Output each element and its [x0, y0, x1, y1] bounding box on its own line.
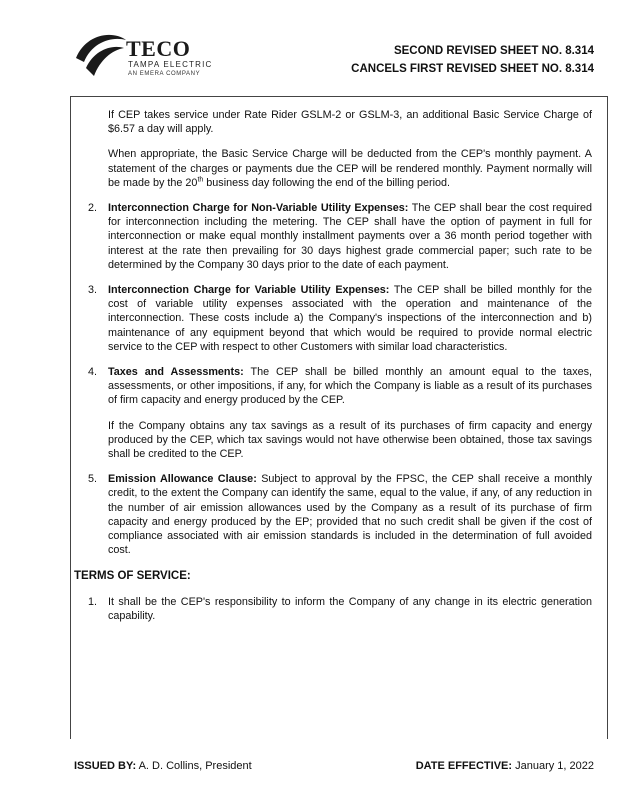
sheet-header [351, 42, 594, 78]
tax-savings-paragraph: If the Company obtains any tax savings as a result of its purchases of firm capacity and energy produced by the CEP, which tax savings would not have otherwise been obtained, those tax savings shall be credited to the CEP. [108, 419, 592, 461]
list-item-4: 4. Taxes and Assessments: The CEP shall be billed monthly an amount equal to the taxes, assessments, or other impositions, if any, for which the Company is liable as a result of its purchases of firm capacity and energy produced by the CEP. [88, 366, 592, 407]
list-item-2: 2. Interconnection Charge for Non-Variable Utility Expenses: The CEP shall bear the cost required for interconnection including the metering. The CEP shall have the option of payment in full for interconnection or make equal monthly installment payments over a 36 month period together with interest at the rate then prevailing for 30 days highest grade commercial paper; such rate to be determined by the Company 30 days prior to the date of each payment. [88, 202, 593, 271]
list-item-5: 5. Emission Allowance Clause: Subject to approval by the FPSC, the CEP shall receive a monthly credit, to the extent the Company can identify the same, equal to the value, if any, of any reduction in the number of air emission allowances used by the Company as a result of its purchase of firm capacity and energy produced by the EP; provided that no such credit shall be given if the cost of compliance associated with air emission standards is included in the determination of full avoided cost. [88, 473, 592, 557]
document-body [74, 108, 592, 623]
company-logo [72, 28, 242, 84]
item-title: Interconnection Charge for Non-Variable Utility Expenses: [108, 202, 409, 215]
item-title: Taxes and Assessments: [108, 366, 244, 379]
gslm-paragraph: If CEP takes service under Rate Rider GSLM-2 or GSLM-3, an additional Basic Service Charge of $6.57 a day will apply. [108, 109, 592, 136]
terms-item-1: 1. It shall be the CEP's responsibility to inform the Company of any change in its electric generation capability. [88, 595, 592, 622]
sheet-cancels: CANCELS FIRST REVISED SHEET NO. 8.314 [351, 63, 594, 75]
logo-tagline: TAMPA ELECTRIC [128, 60, 213, 69]
teco-swoosh-icon [72, 28, 128, 84]
sheet-number: SECOND REVISED SHEET NO. 8.314 [393, 45, 594, 57]
logo-parent: AN EMERA COMPANY [128, 71, 201, 77]
logo-brand: TECO [126, 36, 191, 61]
issued-by: ISSUED BY: A. D. Collins, President [74, 760, 252, 772]
list-item-3: 3. Interconnection Charge for Variable Utility Expenses: The CEP shall be billed monthly for the cost of variable utility expenses associated with the operation and maintenance of the interconnection. These costs include a) the Company's inspections of the interconnection and b) maintenance of any equipment beyond that which would be required to provide normal electric service to the CEP with respect to other Customers with similar load characteristics. [88, 284, 592, 353]
terms-heading: TERMS OF SERVICE: [74, 570, 191, 583]
item-title: Emission Allowance Clause: [108, 473, 257, 486]
date-effective: DATE EFFECTIVE: January 1, 2022 [415, 760, 594, 772]
deduction-paragraph: When appropriate, the Basic Service Charge will be deducted from the CEP's monthly payment. A statement of the charges or payments due the CEP will be rendered monthly. Payment normally will be made by the 20th business day following the end of the billing period. [108, 148, 592, 189]
item-title: Interconnection Charge for Variable Utility Expenses: [108, 284, 390, 297]
